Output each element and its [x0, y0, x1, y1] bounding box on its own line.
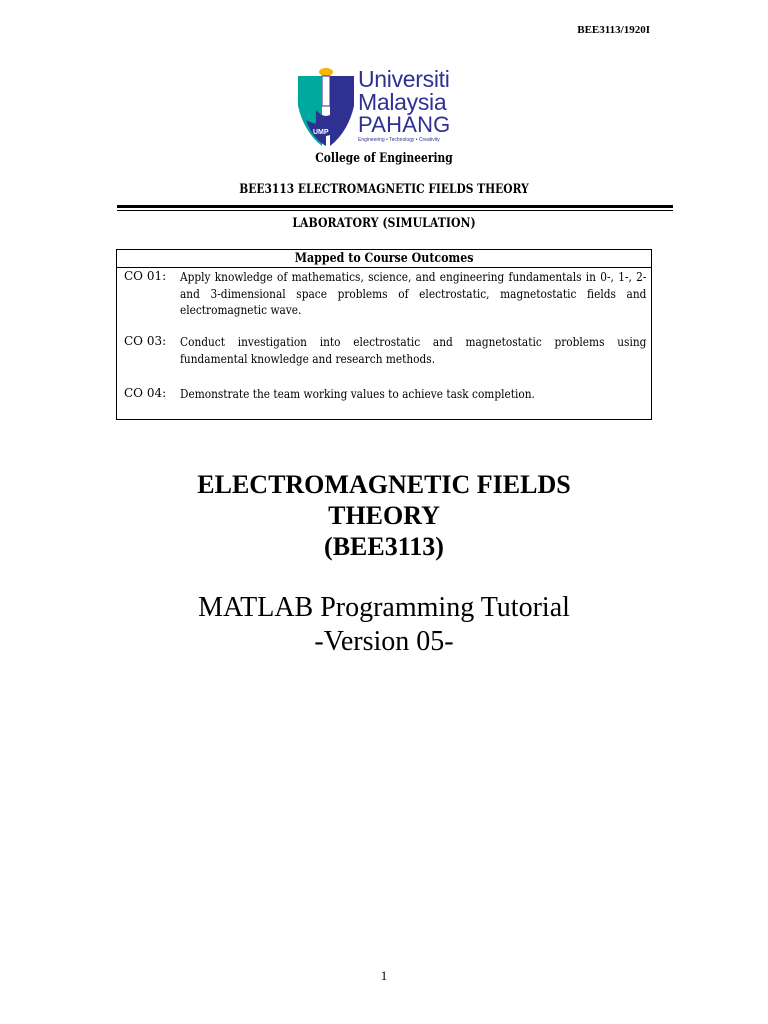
subtitle-line: MATLAB Programming Tutorial [198, 592, 570, 623]
course-outcome-id: CO 04: [124, 386, 167, 400]
main-title-line: THEORY [328, 501, 440, 530]
emblem-text: UMP [313, 129, 329, 136]
course-outcome-text: Apply knowledge of mathematics, science, and engineering fundamentals in 0-, 1-, 2- and 3-dimensional space problems of electrostatic, magnetostatic fields and electromagnetic wave. [180, 270, 647, 317]
subtitle [0, 591, 768, 659]
page-number: 1 [380, 968, 388, 983]
college-name: College of Engineering [315, 151, 453, 166]
course-outcome-id: CO 03: [124, 334, 167, 348]
subtitle-line: -Version 05- [314, 626, 454, 657]
course-outcomes-header: Mapped to Course Outcomes [117, 250, 651, 268]
ump-emblem-icon [296, 66, 356, 150]
course-outcomes-box [116, 249, 652, 420]
course-outcome-id: CO 01: [124, 269, 167, 283]
university-logo [296, 66, 476, 152]
logo-line-pahang: PAHANG [358, 112, 451, 137]
main-title [0, 469, 768, 562]
university-name [358, 68, 450, 143]
logo-line-universiti: Universiti [358, 66, 450, 92]
course-outcome-text: Demonstrate the team working values to achieve task completion. [180, 387, 535, 401]
course-title: BEE3113 ELECTROMAGNETIC FIELDS THEORY [239, 182, 529, 197]
main-title-line: (BEE3113) [324, 532, 444, 561]
header-rule-thick [117, 205, 673, 208]
header-rule-thin [117, 210, 673, 211]
main-title-line: ELECTROMAGNETIC FIELDS [197, 470, 571, 499]
document-code: BEE3113/1920I [577, 24, 650, 36]
logo-tagline: Engineering • Technology • Creativity [358, 137, 440, 143]
lab-title: LABORATORY (SIMULATION) [292, 216, 476, 231]
logo-line-malaysia: Malaysia [358, 89, 447, 115]
course-outcome-text: Conduct investigation into electrostatic and magnetostatic problems using fundamental knowledge and research methods. [180, 335, 647, 366]
